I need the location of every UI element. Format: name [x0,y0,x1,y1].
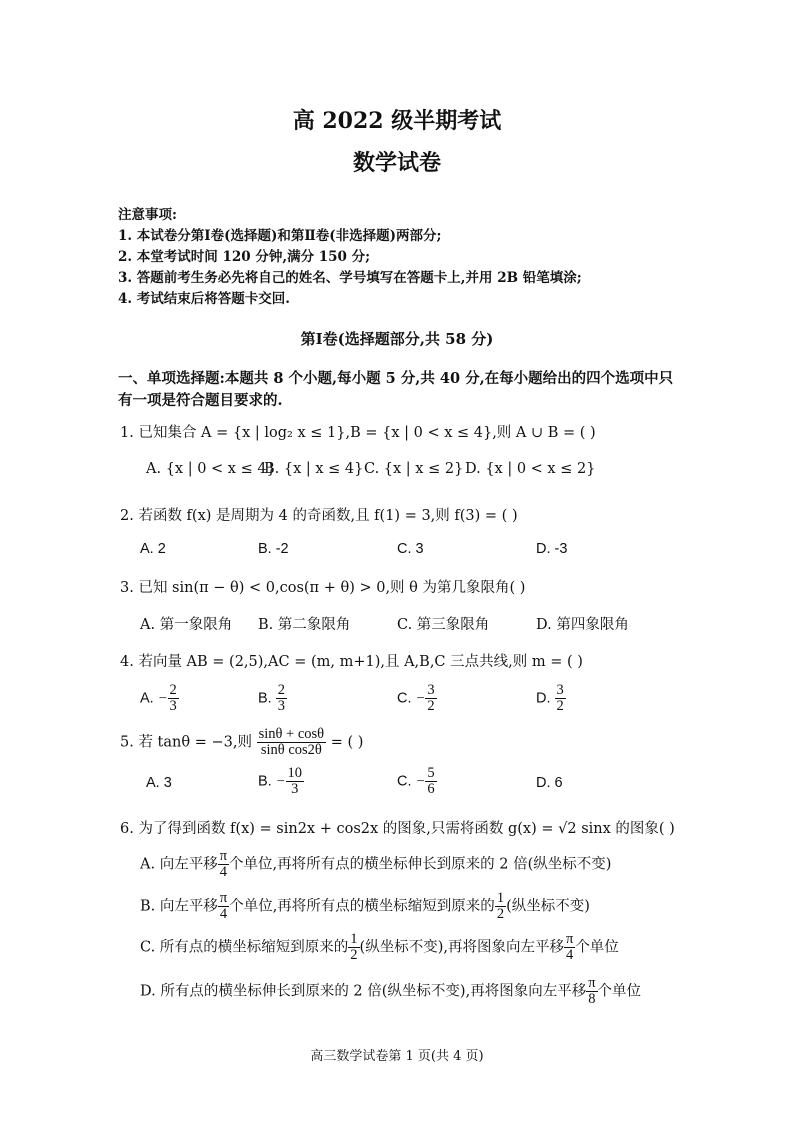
denominator: 4 [566,947,574,963]
question-6-option-c [140,932,619,963]
question-4-stem: 4. 若向量 AB = (2,5),AC = (m, m+1),且 A,B,C 三点共线,则 m = ( ) [120,654,583,670]
question-3-option-c: C. 第三象限角 [397,617,490,633]
fraction [286,766,305,797]
fraction [168,683,179,714]
option-d-prefix: D. 所有点的横坐标伸长到原来的 2 倍(纵坐标不变),再将图象向左平移 [140,983,587,1000]
fraction [425,683,436,714]
option-c-prefix: C. 所有点的横坐标缩短到原来的 [140,939,349,956]
option-letter: B. [258,773,272,790]
numerator: sinθ + cosθ [258,726,325,742]
option-b-suffix: (纵坐标不变) [506,898,590,915]
denominator: 3 [277,698,285,714]
numerator: 5 [427,765,435,781]
notes-heading: 注意事项: [118,207,177,223]
section-title: 第Ⅰ卷(选择题部分,共 58 分) [300,330,494,348]
question-5-option-d: D. 6 [536,775,563,791]
notes-item-4: 4. 考试结束后将答题卡交回. [118,291,290,307]
question-3-option-b: B. 第二象限角 [258,617,351,633]
denominator: 4 [219,906,228,922]
question-6-option-d [140,976,641,1007]
minus-sign: − [275,773,286,790]
denominator: 2 [496,906,505,922]
question-5-stem-suffix: = ( ) [330,734,364,751]
page-footer: 高三数学试卷第 1 页(共 4 页) [310,1049,484,1064]
question-2-option-a: A. 2 [140,541,166,557]
fraction [564,932,575,963]
denominator: sinθ cos2θ [260,742,322,758]
fraction [218,849,229,880]
minus-sign: − [157,690,168,707]
question-4-option-d [536,683,566,714]
denominator: 3 [169,698,177,714]
fraction [495,891,506,922]
question-2-option-b: B. -2 [258,541,289,557]
question-6-stem: 6. 为了得到函数 f(x) = sin2x + cos2x 的图象,只需将函数 g(x) = √2 sinx 的图象( ) [120,821,675,837]
question-3-option-d: D. 第四象限角 [536,617,629,633]
fraction [218,891,229,922]
option-c-middle: (纵坐标不变),再将图象向左平移 [359,939,564,956]
fraction [555,683,566,714]
question-1-stem: 1. 已知集合 A = {x | log₂ x ≤ 1},B = {x | 0 < x ≤ 4},则 A ∪ B = ( ) [120,425,596,441]
notes-item-1: 1. 本试卷分第Ⅰ卷(选择题)和第Ⅱ卷(非选择题)两部分; [118,228,442,244]
numerator: 2 [169,682,177,698]
option-b-middle: 个单位,再将所有点的横坐标缩短到原来的 [229,898,495,915]
question-2-option-d: D. -3 [536,541,568,557]
denominator: 6 [427,781,435,797]
option-letter: C. [397,690,412,707]
section-heading-line-2: 有一项是符合题目要求的. [118,392,283,409]
minus-sign: − [415,773,426,790]
option-d-suffix: 个单位 [597,983,642,1000]
question-3-stem: 3. 已知 sin(π − θ) < 0,cos(π + θ) > 0,则 θ 为第几象限角( ) [120,580,526,596]
exam-subtitle: 数学试卷 [352,150,441,176]
denominator: 4 [219,864,227,880]
minus-sign: − [415,690,426,707]
question-6-option-b [140,891,590,922]
question-2-option-c: C. 3 [397,541,424,557]
option-c-suffix: 个单位 [575,939,619,956]
option-letter: D. [536,690,551,707]
option-letter: B. [258,690,272,707]
numerator: 3 [556,682,564,698]
option-a-suffix: 个单位,再将所有点的横坐标伸长到原来的 2 倍(纵坐标不变) [229,856,612,873]
option-a-prefix: A. 向左平移 [140,856,218,873]
question-6-option-a [140,849,611,880]
fraction [276,683,287,714]
option-letter: C. [397,773,412,790]
question-2-stem: 2. 若函数 f(x) 是周期为 4 的奇函数,且 f(1) = 3,则 f(3) = ( ) [120,508,518,524]
numerator: 2 [277,682,285,698]
numerator: π [565,931,574,947]
numerator: π [588,975,596,991]
notes-item-2: 2. 本堂考试时间 120 分钟,满分 150 分; [118,249,371,265]
option-b-prefix: B. 向左平移 [140,898,218,915]
question-5-option-b [258,766,304,797]
numerator: 10 [287,765,303,781]
denominator: 8 [588,991,596,1007]
denominator: 2 [427,698,435,714]
section-heading-line-1: 一、单项选择题:本题共 8 个小题,每小题 5 分,共 40 分,在每小题给出的四个选项中只 [118,370,674,387]
numerator: π [219,890,228,906]
question-5-stem-prefix: 5. 若 tanθ = −3,则 [120,734,252,751]
fraction [586,976,597,1007]
question-5-stem [120,727,363,758]
question-5-fraction [257,727,327,758]
numerator: 1 [496,890,505,906]
question-1-option-b: B. {x | x ≤ 4} [264,461,364,477]
notes-item-3: 3. 答题前考生务必先将自己的姓名、学号填写在答题卡上,并用 2B 铅笔填涂; [118,270,582,286]
option-letter: A. [140,690,154,707]
denominator: 3 [291,781,299,797]
numerator: 3 [427,682,435,698]
exam-title: 高 2022 级半期考试 [292,108,502,134]
question-1-option-c: C. {x | x ≤ 2} [364,461,464,477]
question-4-option-a [140,683,179,714]
question-4-option-c [397,683,437,714]
fraction [425,766,436,797]
question-3-option-a: A. 第一象限角 [140,617,233,633]
question-1-option-a: A. {x | 0 < x ≤ 4} [146,461,276,477]
question-5-option-a: A. 3 [146,775,172,791]
fraction [348,932,359,963]
numerator: 1 [350,931,358,947]
denominator: 2 [350,947,358,963]
question-1-option-d: D. {x | 0 < x ≤ 2} [465,461,596,477]
numerator: π [219,848,228,864]
question-4-option-b [258,683,287,714]
denominator: 2 [556,698,564,714]
question-5-option-c [397,766,437,797]
